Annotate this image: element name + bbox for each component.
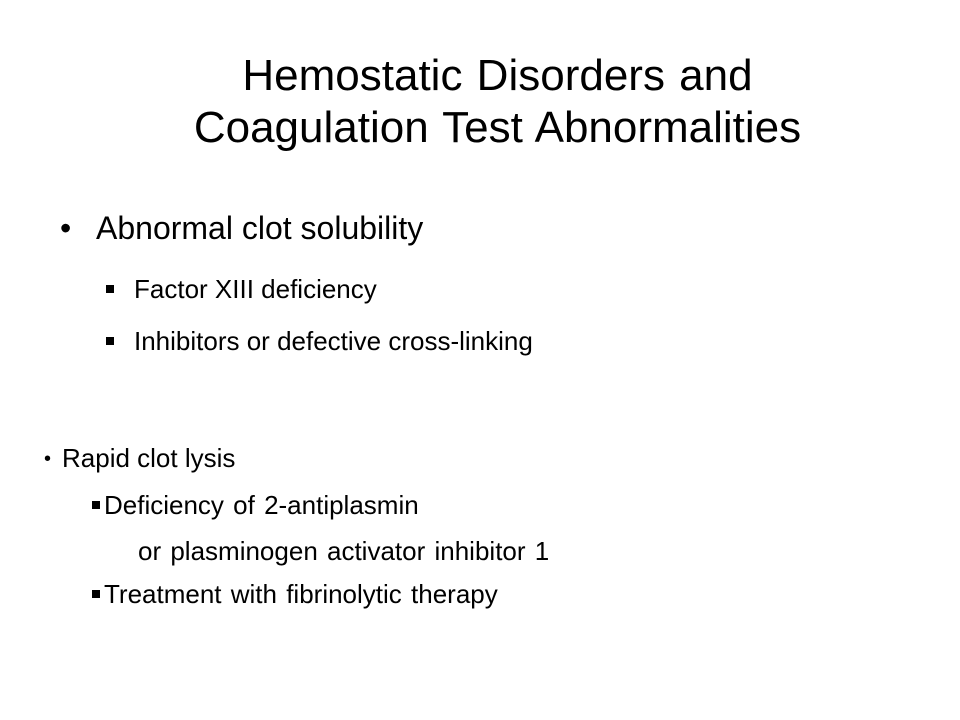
subitem-deficiency-continuation xyxy=(138,534,549,568)
subitem-inhibitors xyxy=(106,325,533,357)
square-bullet-icon xyxy=(92,501,100,509)
square-bullet-icon xyxy=(106,285,114,293)
subitem-label: Inhibitors or defective cross-linking xyxy=(134,326,533,356)
subitem-deficiency xyxy=(92,488,419,522)
title-line-1: Hemostatic Disorders and xyxy=(242,51,753,100)
bullet-abnormal-clot-solubility xyxy=(60,208,423,248)
subitem-label: Treatment with fibrinolytic therapy xyxy=(104,579,498,609)
square-bullet-icon xyxy=(92,590,100,598)
subitem-label-continued: or plasminogen activator inhibitor 1 xyxy=(138,536,550,566)
square-bullet-icon xyxy=(106,337,114,345)
subitem-fibrinolytic-therapy xyxy=(92,577,498,611)
subitem-factor-xiii xyxy=(106,273,377,305)
bullet-rapid-clot-lysis xyxy=(44,441,235,476)
bullet-label: Rapid clot lysis xyxy=(62,443,236,473)
subitem-label: Deficiency of 2-antiplasmin xyxy=(104,490,419,520)
bullet-dot-icon: • xyxy=(60,210,72,246)
bullet-label: Abnormal clot solubility xyxy=(96,210,424,246)
slide-title xyxy=(0,50,960,154)
subitem-label: Factor XIII deficiency xyxy=(134,274,377,304)
bullet-dot-icon: • xyxy=(44,448,52,470)
title-line-2: Coagulation Test Abnormalities xyxy=(193,103,802,152)
